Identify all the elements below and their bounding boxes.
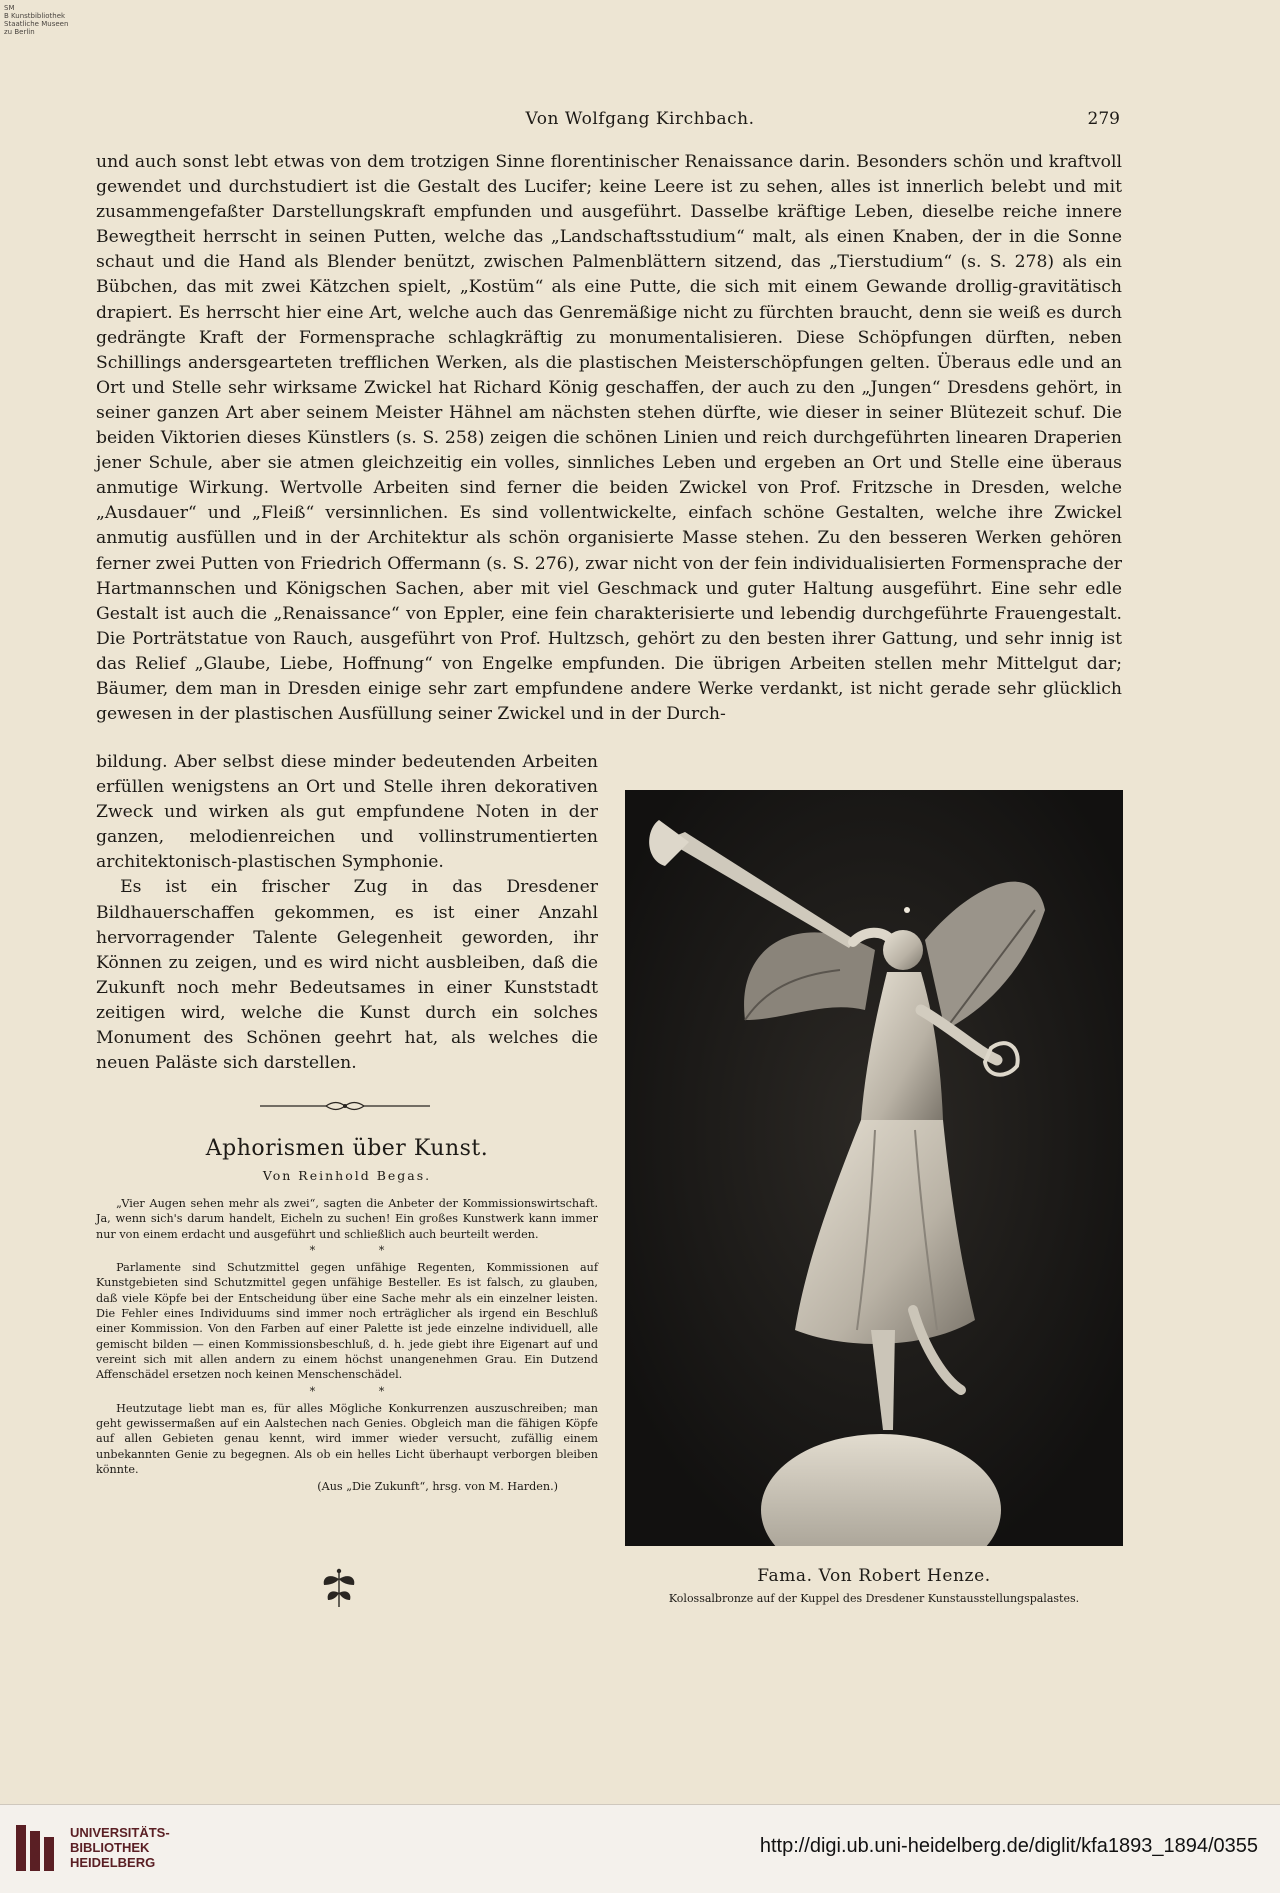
figure-subcaption: Kolossalbronze auf der Kuppel des Dresdener Kunstausstellungspalastes.: [668, 1592, 1080, 1605]
aphorism-separator: * *: [309, 1243, 415, 1257]
stamp-line: SM: [4, 4, 15, 12]
aphorisms-body: [96, 1196, 598, 1495]
aphorism-source: (Aus „Die Zukunft“, hrsg. von M. Harden.): [317, 1480, 558, 1494]
running-title: Von Wolfgang Kirchbach.: [525, 109, 755, 129]
library-name: [70, 1825, 170, 1870]
stamp-line: Staatliche Museen: [4, 20, 69, 28]
aphorism-paragraph: Heutzutage liebt man es, für alles Mögliche Konkurrenzen auszuschreiben; man geht gewissermaßen auf ein Aalstechen nach Genies. Obgleich man die fähigen Köpfe auf allen Gebieten genau kennt, wird immer wieder versucht, zufällig einem unbekannten Genie zu begegnen. Als ob ein helles Licht überhaupt verborgen bleiben könnte.: [96, 1401, 598, 1477]
floral-ornament: [318, 1567, 360, 1611]
page-number: 279: [1087, 109, 1120, 129]
statue-illustration: [625, 790, 1123, 1546]
digitization-footer: [0, 1804, 1280, 1893]
figure-caption: Fama. Von Robert Henze.: [757, 1566, 991, 1586]
permalink-url[interactable]: http://digi.ub.uni-heidelberg.de/diglit/kfa1893_1894/0355: [759, 1835, 1258, 1857]
library-name-line: BIBLIOTHEK: [70, 1840, 150, 1855]
main-text-full-width: [96, 150, 1122, 727]
running-head: [0, 109, 1280, 133]
library-stamp: [4, 4, 68, 36]
aphorism-paragraph: Parlamente sind Schutzmittel gegen unfähige Regenten, Kommissionen auf Kunstgebieten sind Schutzmittel gegen unfähige Besteller. Es ist falsch, zu glauben, daß viele Köpfe bei der Entscheidung über eine Sache mehr als ein einzelner leisten. Die Fehler eines Individuums sind immer noch erträglicher als irgend ein Beschluß einer Kommission. Von den Farben auf einer Palette ist jede einzelne individuell, alle gemischt bilden — einen Kommissionsbeschluß, d. h. jede giebt ihre Eigenart auf und vereint sich mit allen andern zu einem höchst unangenehmen Grau. Ein Dutzend Affenschädel ersetzen noch keinen Menschenschädel.: [96, 1261, 598, 1382]
body-paragraph: und auch sonst lebt etwas von dem trotzigen Sinne florentinischer Renaissance darin. Besonders schön und kraftvoll gewendet und durchstudiert ist die Gestalt des Lucifer; keine Leere ist zu sehen, alles ist innerlich belebt und mit zusammengefaßter Darstellungskraft empfunden und ausgeführt. Dasselbe kräftige Leben, dieselbe reiche innere Bewegtheit herrscht in seinen Putten, welche das „Landschaftsstudium“ malt, als einen Knaben, der in die Sonne schaut und die Hand als Blender benützt, zwischen Palmenblättern sitzend, das „Tierstudium“ (s. S. 278) als ein Bübchen, das mit zwei Kätzchen spielt, „Kostüm“ als eine Putte, die sich mit einem Gewande drollig-gravitätisch drapiert. Es herrscht hier eine Art, welche auch das Genremäßige nicht zu fürchten braucht, denn sie weiß es durch gedrängte Kraft der Formensprache schlagkräftig zu monumentalisieren. Diese Schöpfungen dürften, neben Schillings andersgearteten trefflichen Werken, als die plastischen Meisterschöpfungen gelten. Überaus edle und an Ort und Stelle sehr wirksame Zwickel hat Richard König geschaffen, der auch zu den „Jungen“ Dresdens gehört, in seiner ganzen Art aber seinem Meister Hähnel am nächsten stehen dürfte, wie dieser in seiner Blütezeit schuf. Die beiden Viktorien dieses Künstlers (s. S. 258) zeigen die schönen Linien und reich durchgeführten linearen Draperien jener Schule, aber sie atmen gleichzeitig ein volles, sinnliches Leben und ergeben an Ort und Stelle eine überaus anmutige Wirkung. Wertvolle Arbeiten sind ferner die beiden Zwickel von Prof. Fritzsche in Dresden, welche „Ausdauer“ und „Fleiß“ versinnlichen. Es sind vollentwickelte, einfach schöne Gestalten, welche ihre Zwickel anmutig ausfüllen und in der Architektur als schön organisierte Masse stehen. Zu den besseren Werken gehören ferner zwei Putten von Friedrich Offermann (s. S. 276), zwar nicht von der fein individualisierten Formensprache der Hartmannschen und Königschen Sachen, aber mit viel Geschmack und guter Haltung ausgeführt. Eine sehr edle Gestalt ist auch die „Renaissance“ von Eppler, eine fein charakterisierte und lebendig durchgeführte Frauengestalt. Die Porträtstatue von Rauch, ausgeführt von Prof. Hultzsch, gehört zu den besten ihrer Gattung, und sehr innig ist das Relief „Glaube, Liebe, Hoffnung“ von Engelke empfunden. Die übrigen Arbeiten stellen mehr Mittelgut dar; Bäumer, dem man in Dresden einige sehr zart empfundene andere Werke verdankt, ist nicht gerade sehr glücklich gewesen in der plastischen Ausfüllung seiner Zwickel und in der Durch-: [96, 152, 1122, 725]
main-text-left-column: [96, 750, 598, 1076]
aphorism-separator: * *: [309, 1384, 415, 1398]
library-name-line: HEIDELBERG: [70, 1855, 156, 1870]
aphorism-paragraph: „Vier Augen sehen mehr als zwei“, sagten die Anbeter der Kommissionswirtschaft. Ja, wenn sich's darum handelt, Eicheln zu suchen! Ein großes Kunstwerk kann immer nur von einem erdacht und ausgeführt und schließlich auch beurteilt werden.: [96, 1197, 598, 1241]
stamp-line: zu Berlin: [4, 28, 35, 36]
library-name-line: UNIVERSITÄTS-: [70, 1825, 170, 1840]
aphorisms-author: Von Reinhold Begas.: [262, 1168, 432, 1183]
body-paragraph-continuation: bildung. Aber selbst diese minder bedeutenden Arbeiten erfüllen wenigstens an Ort und Stelle ihren dekorativen Zweck und wirken als gut empfundene Noten in der ganzen, melodienreichen und vollinstrumentierten architektonisch-plastischen Symphonie.: [96, 752, 598, 873]
fama-statue-photograph: [625, 790, 1123, 1546]
stamp-line: B Kunstbibliothek: [4, 12, 66, 20]
university-library-logo-icon: [14, 1821, 58, 1875]
body-paragraph: Es ist ein frischer Zug in das Dresdener Bildhauerschaffen gekommen, es ist einer Anzahl hervorragender Talente Gelegenheit geworden, ihr Können zu zeigen, und es wird nicht ausbleiben, daß die Zukunft noch mehr Bedeutsames in einer Kunststadt zeitigen wird, welche die Kunst durch ein solches Monument des Schönen geehrt hat, als welches die neuen Paläste sich darstellen.: [96, 877, 598, 1074]
section-divider-ornament: [260, 1098, 430, 1114]
aphorisms-title: Aphorismen über Kunst.: [205, 1136, 489, 1161]
